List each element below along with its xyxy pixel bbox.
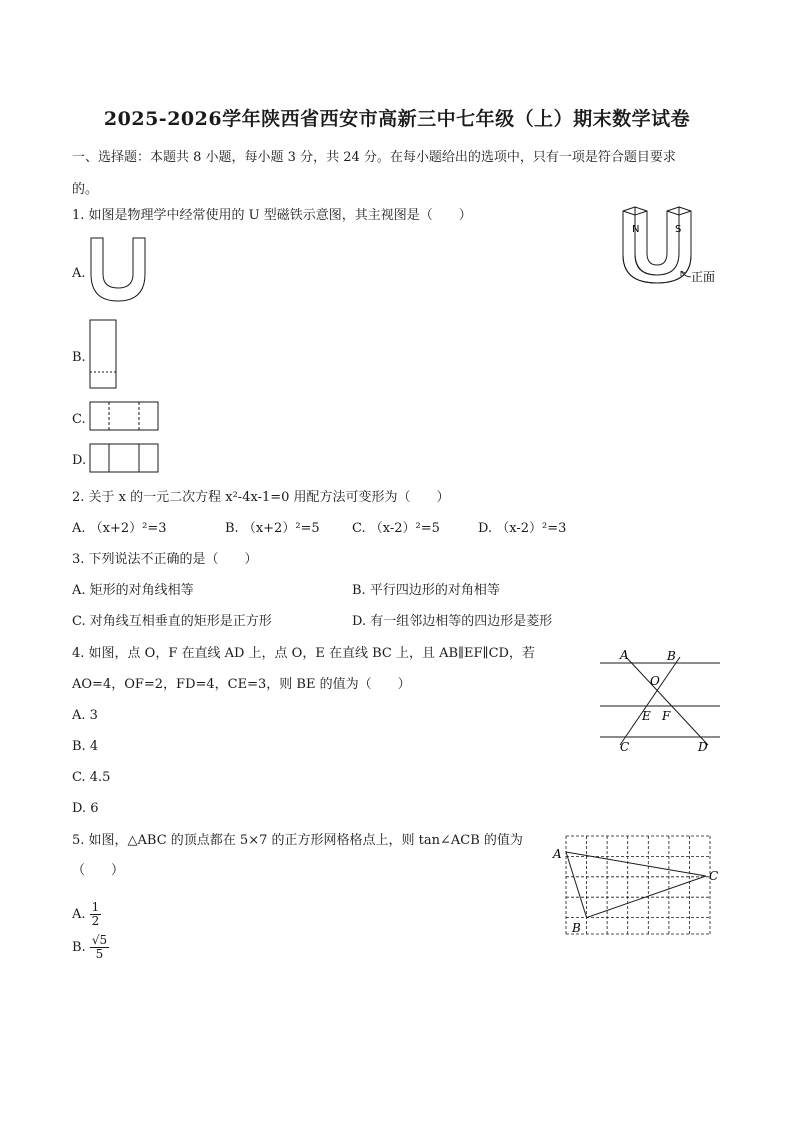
q4-label-e: E xyxy=(642,709,651,723)
section-heading-cont: 的。 xyxy=(72,182,99,197)
q5-stem-line2: （ ） xyxy=(72,863,125,878)
q3-option-a[interactable]: A. 矩形的对角线相等 xyxy=(72,583,194,598)
q4-option-c[interactable]: C. 4.5 xyxy=(72,770,111,785)
q5-option-b-label: B. xyxy=(72,940,86,955)
q4-option-b[interactable]: B. 4 xyxy=(72,739,99,754)
q5-label-b: B xyxy=(572,921,581,935)
q5-option-a-denominator: 2 xyxy=(91,914,100,928)
q3-option-b[interactable]: B. 平行四边形的对角相等 xyxy=(352,583,500,598)
magnet-s-label: S xyxy=(675,224,682,235)
q4-option-d[interactable]: D. 6 xyxy=(72,801,99,816)
q4-parallel-lines-figure xyxy=(600,645,722,755)
q1-option-d-figure xyxy=(89,443,161,475)
q1-option-d-label[interactable]: D. xyxy=(72,453,87,468)
q3-option-d[interactable]: D. 有一组邻边相等的四边形是菱形 xyxy=(352,614,553,629)
q1-option-c-figure xyxy=(89,401,161,433)
q1-option-c-label[interactable]: C. xyxy=(72,412,86,427)
page-title: 2025-2026学年陕西省西安市高新三中七年级（上）期末数学试卷 xyxy=(103,108,691,130)
q4-stem-line2: AO=4，OF=2，FD=4，CE=3，则 BE 的值为（ ） xyxy=(72,677,411,692)
q4-label-c: C xyxy=(620,740,630,754)
q5-label-a: A xyxy=(553,847,562,861)
q5-option-b-denominator: 5 xyxy=(95,947,104,961)
q2-option-a[interactable]: A. （x+2）²=3 xyxy=(72,521,167,536)
q2-option-d[interactable]: D. （x-2）²=3 xyxy=(478,521,567,536)
q5-option-a-fraction xyxy=(90,901,102,928)
q4-label-a: A xyxy=(620,648,629,662)
q3-option-c[interactable]: C. 对角线互相垂直的矩形是正方形 xyxy=(72,614,272,629)
q5-stem-line1: 5. 如图，△ABC 的顶点都在 5×7 的正方形网格格点上，则 tan∠ACB 的值为 xyxy=(72,833,523,848)
q5-option-b[interactable] xyxy=(72,934,109,961)
q4-label-f: F xyxy=(662,709,671,723)
magnet-figure xyxy=(615,205,725,290)
q2-option-c[interactable]: C. （x-2）²=5 xyxy=(352,521,440,536)
q4-label-o: O xyxy=(650,674,660,688)
q5-option-b-numerator: √5 xyxy=(91,933,108,947)
q4-stem-line1: 4. 如图，点 O，F 在直线 AD 上，点 O，E 在直线 BC 上，且 AB∥EF∥CD，若 xyxy=(72,646,535,661)
q1-option-a-figure xyxy=(89,236,149,304)
magnet-n-label: N xyxy=(632,224,640,235)
q1-option-b-figure xyxy=(89,319,119,391)
q5-option-a-numerator: 1 xyxy=(91,900,100,914)
q3-stem: 3. 下列说法不正确的是（ ） xyxy=(72,552,258,567)
q5-option-b-fraction xyxy=(90,934,109,961)
q1-option-b-label[interactable]: B. xyxy=(72,350,86,365)
q5-grid-figure xyxy=(550,832,725,940)
q1-stem: 1. 如图是物理学中经常使用的 U 型磁铁示意图，其主视图是（ ） xyxy=(72,208,472,223)
q4-option-a[interactable]: A. 3 xyxy=(72,708,98,723)
q4-label-b: B xyxy=(667,649,676,663)
q4-label-d: D xyxy=(698,740,708,754)
q2-option-b[interactable]: B. （x+2）²=5 xyxy=(225,521,320,536)
q5-option-a-label: A. xyxy=(72,907,86,922)
q1-option-a-label[interactable]: A. xyxy=(72,266,86,281)
section-heading: 一、选择题：本题共 8 小题，每小题 3 分，共 24 分。在每小题给出的选项中，只有一项是符合题目要求 xyxy=(72,150,676,165)
magnet-front-label: 正面 xyxy=(691,270,716,284)
q2-stem: 2. 关于 x 的一元二次方程 x²-4x-1=0 用配方法可变形为（ ） xyxy=(72,490,450,505)
q5-option-a[interactable] xyxy=(72,901,101,928)
q5-label-c: C xyxy=(709,869,719,883)
